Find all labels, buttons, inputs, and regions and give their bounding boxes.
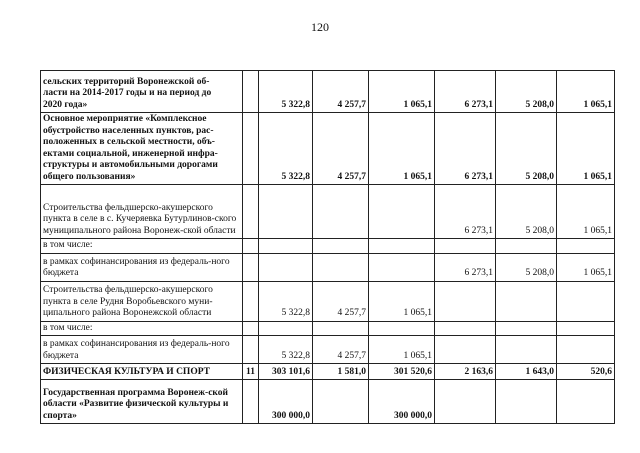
- value-cell-1: [259, 321, 313, 336]
- row-name-cell: в рамках софинансирования из федераль-ного бюджета: [41, 336, 243, 364]
- value-cell-6: 1 065,1: [557, 71, 615, 113]
- value-cell-1: [259, 253, 313, 281]
- value-cell-4: [435, 239, 496, 254]
- value-cell-1: 5 322,8: [259, 71, 313, 113]
- value-cell-3: 1 065,1: [369, 113, 435, 185]
- table-row: [41, 281, 615, 321]
- value-cell-1: [259, 185, 313, 239]
- value-cell-4: 6 273,1: [435, 113, 496, 185]
- value-cell-3: [369, 239, 435, 254]
- value-cell-4: [435, 281, 496, 321]
- row-name-cell: Строительства фельдшерско-акушерского пункта в селе в с. Кучеряевка Бутурлинов-ского муниципального района Воронеж-ской области: [41, 185, 243, 239]
- value-cell-2: [313, 239, 369, 254]
- value-cell-6: [557, 336, 615, 364]
- value-cell-3: [369, 253, 435, 281]
- value-cell-2: [313, 321, 369, 336]
- value-cell-2: 4 257,7: [313, 113, 369, 185]
- table-row: [41, 253, 615, 281]
- row-name-cell: в рамках софинансирования из федераль-ного бюджета: [41, 253, 243, 281]
- value-cell-4: [435, 321, 496, 336]
- value-cell-2: [313, 185, 369, 239]
- value-cell-2: [313, 380, 369, 424]
- value-cell-1: 300 000,0: [259, 380, 313, 424]
- value-cell-2: 4 257,7: [313, 336, 369, 364]
- row-name-cell: в том числе:: [41, 321, 243, 336]
- value-cell-6: 520,6: [557, 364, 615, 380]
- value-cell-3: [369, 321, 435, 336]
- table-row: [41, 239, 615, 254]
- row-code-cell: [243, 253, 259, 281]
- row-name-cell: сельских территорий Воронежской об- ласти на 2014-2017 годы и на период до 2020 года»: [41, 71, 243, 113]
- row-name-cell: ФИЗИЧЕСКАЯ КУЛЬТУРА И СПОРТ: [41, 364, 243, 380]
- value-cell-5: [496, 321, 557, 336]
- value-cell-3: [369, 185, 435, 239]
- value-cell-4: 6 273,1: [435, 253, 496, 281]
- value-cell-2: 4 257,7: [313, 71, 369, 113]
- value-cell-5: 1 643,0: [496, 364, 557, 380]
- budget-table: [40, 70, 615, 424]
- value-cell-4: [435, 380, 496, 424]
- row-name-cell: Основное мероприятие «Комплексное обустройство населенных пунктов, рас-положенных в сельской местности, объ-ектами социальной, инженерной инфра-структуры и автомобильными дорогами общего пользования»: [41, 113, 243, 185]
- value-cell-5: [496, 281, 557, 321]
- value-cell-5: 5 208,0: [496, 185, 557, 239]
- row-code-cell: [243, 336, 259, 364]
- value-cell-4: 6 273,1: [435, 71, 496, 113]
- table-row: [41, 321, 615, 336]
- value-cell-6: 1 065,1: [557, 185, 615, 239]
- page-number: 120: [311, 20, 329, 34]
- value-cell-1: [259, 239, 313, 254]
- row-name-cell: Строительства фельдшерско-акушерского пункта в селе Рудня Воробьевского муни-ципального района Воронежской области: [41, 281, 243, 321]
- value-cell-6: [557, 380, 615, 424]
- row-code-cell: [243, 321, 259, 336]
- value-cell-5: [496, 380, 557, 424]
- value-cell-5: 5 208,0: [496, 253, 557, 281]
- value-cell-6: 1 065,1: [557, 253, 615, 281]
- value-cell-5: [496, 336, 557, 364]
- value-cell-4: [435, 336, 496, 364]
- row-name-cell: в том числе:: [41, 239, 243, 254]
- row-code-cell: [243, 380, 259, 424]
- row-code-cell: [243, 71, 259, 113]
- row-code-cell: [243, 185, 259, 239]
- value-cell-5: 5 208,0: [496, 113, 557, 185]
- value-cell-3: 300 000,0: [369, 380, 435, 424]
- value-cell-2: 4 257,7: [313, 281, 369, 321]
- table-row: [41, 71, 615, 113]
- table-row: [41, 185, 615, 239]
- value-cell-1: 5 322,8: [259, 281, 313, 321]
- row-code-cell: [243, 239, 259, 254]
- table-row: [41, 364, 615, 380]
- row-code-cell: [243, 113, 259, 185]
- row-name-cell: Государственная программа Воронеж-ской области «Развитие физической культуры и спорта»: [41, 380, 243, 424]
- value-cell-6: [557, 239, 615, 254]
- value-cell-1: 5 322,8: [259, 336, 313, 364]
- table-row: [41, 336, 615, 364]
- value-cell-1: 303 101,6: [259, 364, 313, 380]
- value-cell-3: 1 065,1: [369, 336, 435, 364]
- value-cell-5: [496, 239, 557, 254]
- value-cell-4: 6 273,1: [435, 185, 496, 239]
- value-cell-5: 5 208,0: [496, 71, 557, 113]
- table-row: [41, 380, 615, 424]
- value-cell-1: 5 322,8: [259, 113, 313, 185]
- value-cell-2: 1 581,0: [313, 364, 369, 380]
- value-cell-6: [557, 321, 615, 336]
- value-cell-3: 301 520,6: [369, 364, 435, 380]
- row-code-cell: [243, 281, 259, 321]
- value-cell-2: [313, 253, 369, 281]
- value-cell-3: 1 065,1: [369, 281, 435, 321]
- table-row: [41, 113, 615, 185]
- value-cell-4: 2 163,6: [435, 364, 496, 380]
- row-code-cell: 11: [243, 364, 259, 380]
- value-cell-3: 1 065,1: [369, 71, 435, 113]
- value-cell-6: 1 065,1: [557, 113, 615, 185]
- value-cell-6: [557, 281, 615, 321]
